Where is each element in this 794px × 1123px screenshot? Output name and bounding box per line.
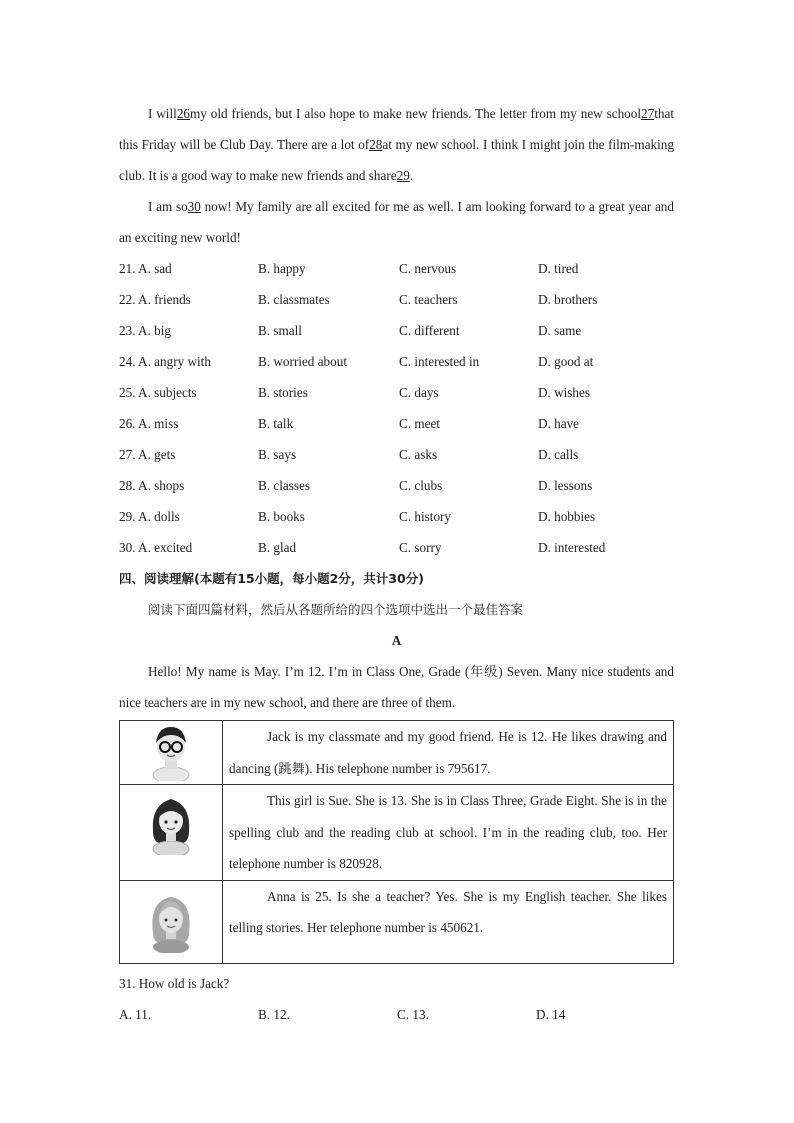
- table-row: [120, 880, 674, 963]
- option-b: B. glad: [258, 540, 297, 555]
- option-d: D. same: [538, 323, 582, 338]
- answer-d: D. 14: [536, 1006, 566, 1022]
- blank-26: 26: [176, 106, 190, 121]
- table-row: [120, 721, 674, 785]
- text-run: I am so: [148, 199, 188, 214]
- option-c: C. nervous: [399, 261, 457, 276]
- woman-avatar-icon: [145, 889, 197, 953]
- option-d: D. good at: [538, 354, 594, 369]
- cloze-paragraph-1: [119, 98, 674, 191]
- table-row: [120, 785, 674, 881]
- option-row: [119, 408, 674, 439]
- option-a: 29. A. dolls: [119, 509, 180, 524]
- passage-label: A: [391, 633, 402, 648]
- text-run: at my new school. I think I might join the film-making club. It is a good way to make new friends and share: [119, 137, 674, 183]
- section-title: 四、阅读理解(本题有15小题，每小题2分，共计30分): [119, 571, 424, 586]
- option-a: 25. A. subjects: [119, 385, 197, 400]
- answer-b: B. 12.: [258, 1006, 290, 1022]
- exam-page: [119, 98, 674, 1030]
- text-run: .: [409, 168, 414, 183]
- option-b: B. small: [258, 323, 302, 338]
- option-a: 28. A. shops: [119, 478, 185, 493]
- option-a: 21. A. sad: [119, 261, 172, 276]
- option-c: C. teachers: [399, 292, 458, 307]
- option-d: D. interested: [538, 540, 606, 555]
- option-b: B. talk: [258, 416, 294, 431]
- option-a: 24. A. angry with: [119, 354, 211, 369]
- text-run: now! My family are all excited for me as well. I am looking forward to a great year and an exciting new world!: [119, 199, 674, 245]
- answer-options: [119, 999, 674, 1030]
- person-description: Jack is my classmate and my good friend. He is 12. He likes drawing and dancing (跳舞). His telephone number is 795617.: [229, 729, 667, 776]
- option-row: [119, 501, 674, 532]
- text-run: my old friends, but I also hope to make new friends. The letter from my new school: [190, 106, 642, 121]
- option-row: [119, 439, 674, 470]
- person-description: This girl is Sue. She is 13. She is in Class Three, Grade Eight. She is in the spelling club and the reading club at school. I’m in the reading club, too. Her telephone number is 820928.: [229, 793, 667, 871]
- text-run: that this Friday will be Club Day. There are a lot of: [119, 106, 674, 152]
- blank-28: 28: [369, 137, 383, 152]
- option-c: C. interested in: [399, 354, 480, 369]
- avatar-cell: [120, 785, 223, 881]
- option-a: 30. A. excited: [119, 540, 193, 555]
- option-b: B. stories: [258, 385, 308, 400]
- option-c: C. asks: [399, 447, 438, 462]
- question-31: 31. How old is Jack?: [119, 975, 230, 991]
- option-c: C. history: [399, 509, 452, 524]
- option-row: [119, 532, 674, 563]
- option-a: 26. A. miss: [119, 416, 179, 431]
- option-a: 23. A. big: [119, 323, 172, 338]
- section-instruction: 阅读下面四篇材料，然后从各题所给的四个选项中选出一个最佳答案: [148, 602, 524, 617]
- answer-c: C. 13.: [397, 1006, 429, 1022]
- avatar-cell: [120, 721, 223, 785]
- blank-30: 30: [187, 199, 201, 214]
- description-cell: [223, 880, 674, 963]
- description-cell: [223, 721, 674, 785]
- option-c: C. days: [399, 385, 439, 400]
- option-a: 27. A. gets: [119, 447, 176, 462]
- blank-27: 27: [641, 106, 655, 121]
- cloze-paragraph-2: [119, 191, 674, 253]
- description-cell: [223, 785, 674, 881]
- option-b: B. happy: [258, 261, 306, 276]
- option-row: [119, 377, 674, 408]
- option-row: [119, 284, 674, 315]
- avatar-cell: [120, 880, 223, 963]
- option-b: B. classmates: [258, 292, 330, 307]
- option-c: C. meet: [399, 416, 441, 431]
- option-d: D. calls: [538, 447, 579, 462]
- option-c: C. clubs: [399, 478, 443, 493]
- option-d: D. have: [538, 416, 580, 431]
- blank-29: 29: [396, 168, 410, 183]
- option-row: [119, 315, 674, 346]
- option-c: C. sorry: [399, 540, 442, 555]
- option-d: D. lessons: [538, 478, 593, 493]
- answer-a: A. 11.: [119, 1006, 152, 1022]
- option-b: B. classes: [258, 478, 311, 493]
- option-c: C. different: [399, 323, 460, 338]
- option-a: 22. A. friends: [119, 292, 191, 307]
- option-b: B. books: [258, 509, 305, 524]
- option-row: [119, 470, 674, 501]
- people-table: [119, 720, 674, 964]
- passage-intro: Hello! My name is May. I’m 12. I’m in Class One, Grade (年级) Seven. Many nice students and nice teachers are in my new school, and there are three of them.: [119, 664, 674, 710]
- option-row: [119, 346, 674, 377]
- option-d: D. wishes: [538, 385, 591, 400]
- text-run: I will: [148, 106, 177, 121]
- option-d: D. brothers: [538, 292, 598, 307]
- girl-avatar-icon: [145, 791, 197, 855]
- option-d: D. hobbies: [538, 509, 596, 524]
- cloze-options: [119, 253, 674, 563]
- option-b: B. worried about: [258, 354, 347, 369]
- boy-avatar-icon: [146, 721, 196, 781]
- person-description: Anna is 25. Is she a teacher? Yes. She is my English teacher. She likes telling stories. Her telephone number is 450621.: [229, 888, 667, 935]
- option-row: [119, 253, 674, 284]
- option-d: D. tired: [538, 261, 579, 276]
- option-b: B. says: [258, 447, 297, 462]
